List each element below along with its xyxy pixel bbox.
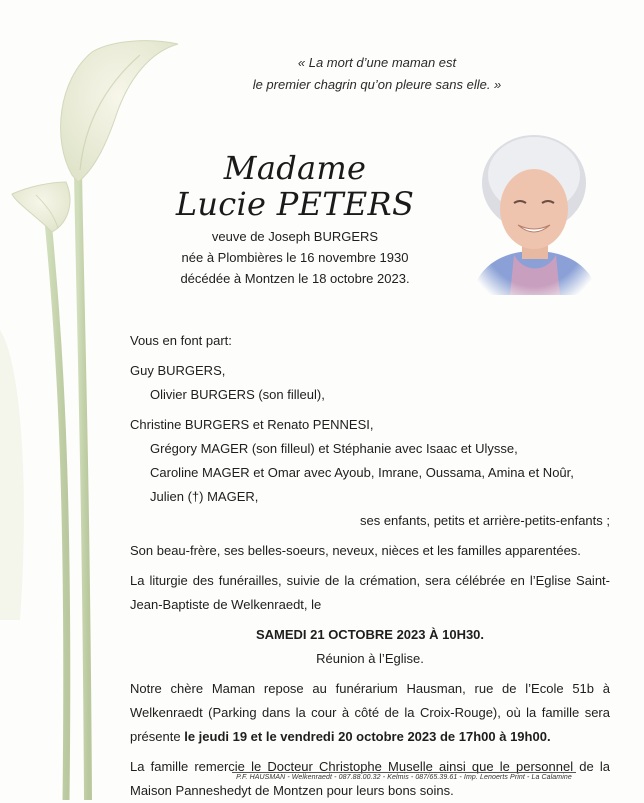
death-info: décédée à Montzen le 18 octobre 2023. xyxy=(180,271,410,286)
deceased-name-heading xyxy=(160,150,430,222)
quote-line-1: « La mort d’une maman est xyxy=(297,55,457,70)
family-member: Christine BURGERS et Renato PENNESI, xyxy=(130,417,374,432)
memorial-quote xyxy=(232,52,522,96)
viewing-text: Notre chère Maman repose au funérarium Hausman, rue de l’Ecole 51b à Welkenraedt (Parking dans la cour à côté de la Croix-Rouge), où la famille sera présente xyxy=(130,681,610,744)
thanks-paragraph: La famille remercie le Docteur Christophe Muselle ainsi que le personnel de la Maison Panneshedyt de Montzen pour leurs bons soins. xyxy=(130,759,610,798)
intro-line: Vous en font part: xyxy=(130,333,232,348)
family-member: Guy BURGERS, xyxy=(130,363,226,378)
family-list xyxy=(130,359,610,509)
liturgy-paragraph: La liturgie des funérailles, suivie de la crémation, sera célébrée en l’Eglise Saint-Jean-Baptiste de Welkenraedt, le xyxy=(130,573,610,612)
grandchildren-line: ses enfants, petits et arrière-petits-enfants ; xyxy=(359,513,610,528)
full-name: Lucie PETERS xyxy=(175,185,415,223)
quote-line-2: le premier chagrin qu’on pleure sans elle. » xyxy=(252,77,502,92)
relatives-line: Son beau-frère, ses belles-soeurs, neveux, nièces et les familles apparentées. xyxy=(130,543,581,558)
widow-of: veuve de Joseph BURGERS xyxy=(211,229,379,244)
ceremony-datetime: SAMEDI 21 OCTOBRE 2023 À 10H30. xyxy=(255,627,485,642)
honorific: Madame xyxy=(223,149,367,187)
funeral-home-footer: P.F. HAUSMAN - Welkenraedt - 087.88.00.32 - Kelmis - 087/65.39.61 - Imp. Lenoerts Print - La Calamine xyxy=(232,772,576,781)
announcement-body xyxy=(130,329,610,803)
viewing-paragraph xyxy=(130,677,610,749)
viewing-dates: le jeudi 19 et le vendredi 20 octobre 2023 de 17h00 à 19h00. xyxy=(184,729,551,744)
family-member: Julien (†) MAGER, xyxy=(150,489,259,504)
birth-info: née à Plombières le 16 novembre 1930 xyxy=(181,250,409,265)
meeting-place: Réunion à l’Eglise. xyxy=(316,651,424,666)
portrait-photo xyxy=(468,125,600,295)
family-member: Caroline MAGER et Omar avec Ayoub, Imrane, Oussama, Amina et Noûr, xyxy=(150,465,574,480)
family-member: Grégory MAGER (son filleul) et Stéphanie avec Isaac et Ulysse, xyxy=(150,441,518,456)
family-member: Olivier BURGERS (son filleul), xyxy=(150,387,325,402)
civil-details xyxy=(150,226,440,289)
